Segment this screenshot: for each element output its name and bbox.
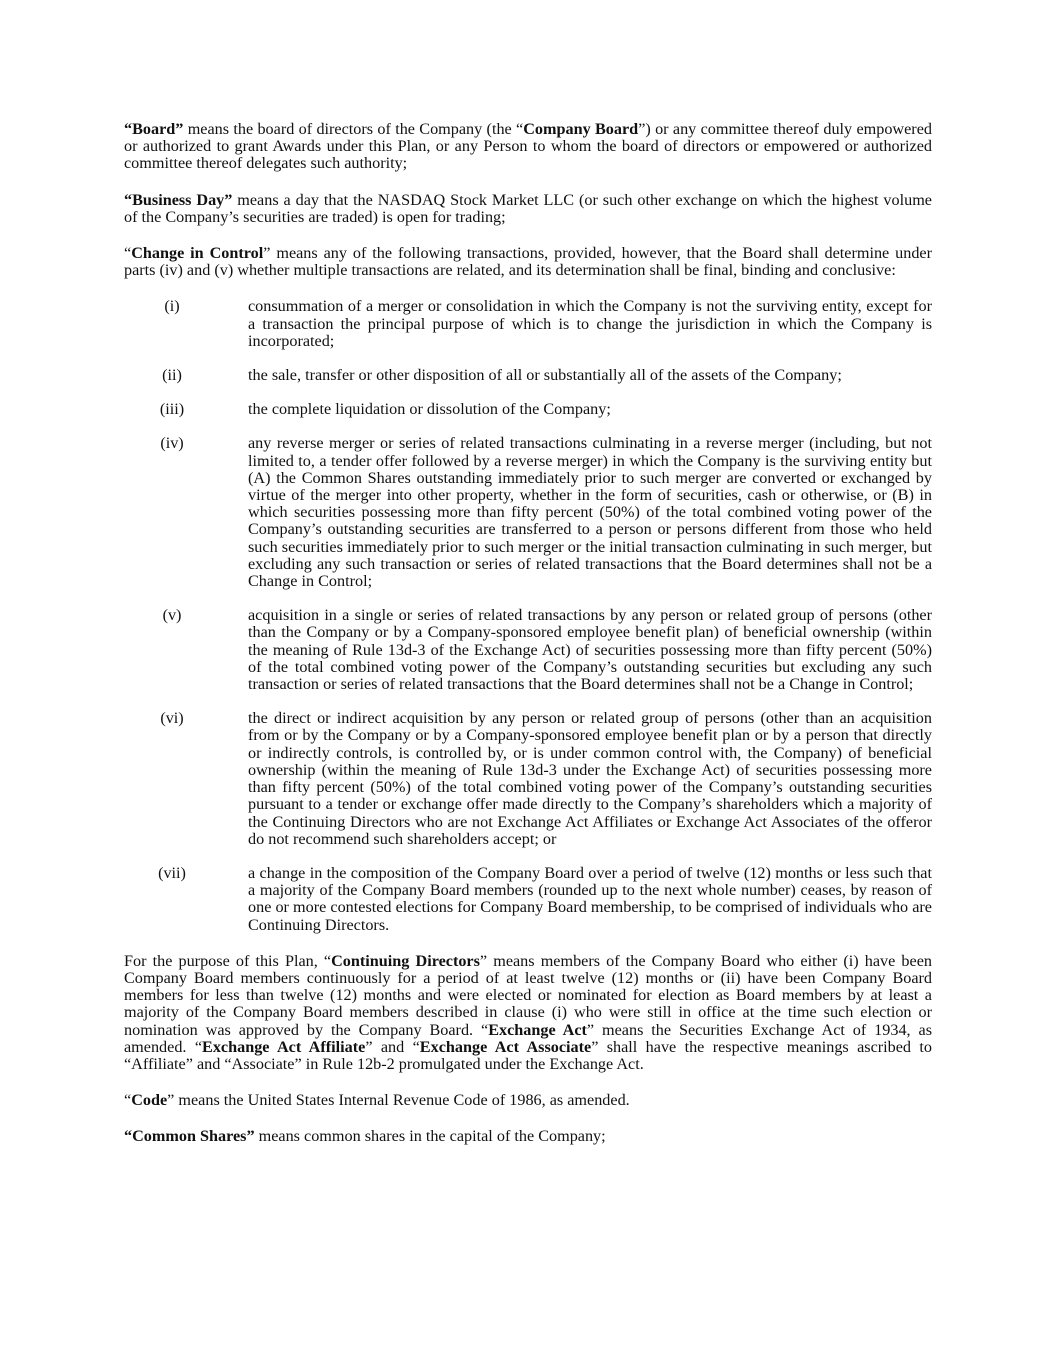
close-quote: ”	[175, 120, 184, 138]
list-item	[124, 367, 932, 384]
list-item-number: (i)	[164, 297, 180, 316]
definition-common-shares	[124, 1128, 932, 1145]
definition-text: ” means the United States Internal Revenue Code of 1986, as amended.	[167, 1091, 630, 1110]
document-page	[124, 121, 932, 1165]
definition-text: means a day that the NASDAQ Stock Market LLC (or such other exchange on which the highest volume of the Company’s securities are traded) is open for trading;	[124, 190, 932, 226]
list-item	[124, 865, 932, 934]
term-board	[124, 120, 183, 138]
term-text: Board	[132, 120, 176, 138]
list-item	[124, 298, 932, 350]
definition-text: means common shares in the capital of the Company;	[254, 1127, 606, 1146]
definition-text: ” means any of the following transactions, provided, however, that the Board shall determine under parts (iv) and (v) whether multiple transactions are related, and its determination shall be final, binding and conclusive:	[124, 244, 932, 280]
list-item-text: acquisition in a single or series of related transactions by any person or related group of persons (other than the Company or by a Company-sponsored employee benefit plan) of beneficial ownership (within the meaning of Rule 13d-3 of the Exchange Act) of securities possessing more than fifty percent (50%) of the total combined voting power of the Company’s outstanding securities but excluding any such transaction or series of related transactions that the Board determines shall not be a Change in Control;	[248, 606, 932, 694]
list-item-text: any reverse merger or series of related transactions culminating in a reverse merger (including, but not limited to, a tender offer followed by a reverse merger) in which the Company is the surviving entity but (A) the Common Shares outstanding immediately prior to such merger are converted or exchanged by virtue of the merger into other property, whether in the form of securities, cash or otherwise, or (B) in which securities possessing more than fifty percent (50%) of the total combined voting power of the Company’s outstanding securities are transferred to a person or persons different from those who held such securities immediately prior to such merger or the initial transaction culminating in such merger, but excluding any such transaction or series of related transactions that the Board determines shall not be a Change in Control;	[248, 434, 932, 591]
definition-code	[124, 1092, 932, 1109]
list-item-number: (iii)	[159, 400, 185, 419]
list-item-number: (vi)	[160, 709, 184, 728]
list-item	[124, 710, 932, 848]
definition-change-in-control	[124, 245, 932, 279]
definition-board	[124, 121, 932, 173]
term-exchange-act: Exchange Act	[488, 1020, 587, 1039]
list-item-text: consummation of a merger or consolidation in which the Company is not the surviving entity, except for a transaction the principal purpose of which is to change the jurisdiction in which the Company is incorporated;	[248, 297, 932, 350]
open-quote: “	[124, 1091, 132, 1110]
term-continuing-directors: Continuing Directors	[331, 951, 480, 970]
definition-text: ” means members of the Company Board who either (i) have been Company Board members continuously for a period of at least twelve (12) months or (ii) have been Company Board members for less than twelve (12) months and were elected or nominated for election as Board members by at least a majority of the Company Board members described in clause (i) who were still in office at the time such election or nomination was approved by the Company Board. “	[124, 951, 932, 1039]
list-item-text: a change in the composition of the Company Board over a period of twelve (12) months or less such that a majority of the Company Board members (rounded up to the next whole number) ceases, by reason of one or more contested elections for Company Board membership, to be comprised of individuals who are Continuing Directors.	[248, 863, 932, 934]
term-exchange-act-associate: Exchange Act Associate	[419, 1037, 592, 1056]
list-item-text: the complete liquidation or dissolution of the Company;	[248, 400, 611, 419]
list-item	[124, 401, 932, 418]
term-business-day: “Business Day”	[124, 190, 233, 209]
term-change-in-control: Change in Control	[131, 244, 264, 263]
definition-text: For the purpose of this Plan, “	[124, 951, 332, 970]
list-item-number: (v)	[162, 606, 182, 625]
definition-text: ” means the Securities Exchange Act of 1934, as amended. “	[124, 1020, 932, 1056]
list-item-number: (iv)	[160, 434, 184, 453]
open-quote: “	[124, 244, 132, 263]
list-item-number: (ii)	[162, 366, 182, 385]
definition-business-day	[124, 192, 932, 226]
change-in-control-list	[124, 298, 932, 933]
definition-text: means the board of directors of the Company (the “	[183, 120, 524, 138]
list-item-text: the sale, transfer or other disposition of all or substantially all of the assets of the Company;	[248, 366, 842, 385]
term-common-shares: “Common Shares”	[124, 1127, 255, 1146]
list-item	[124, 435, 932, 590]
list-item	[124, 607, 932, 693]
definition-text: ”) or any committee thereof duly empowered or authorized to grant Awards under this Plan, or any Person to whom the board of directors or empowered or authorized committee thereof delegates such authority;	[124, 120, 932, 173]
list-item-number: (vii)	[158, 863, 186, 882]
term-company-board: Company Board	[523, 120, 639, 138]
definition-continuing-directors	[124, 953, 932, 1073]
term-code: Code	[131, 1091, 168, 1110]
definition-text: ” shall have the respective meanings ascribed to “Affiliate” and “Associate” in Rule 12b-2 promulgated under the Exchange Act.	[124, 1037, 932, 1073]
term-exchange-act-affiliate: Exchange Act Affiliate	[202, 1037, 366, 1056]
definition-text: ” and “	[365, 1037, 420, 1056]
list-item-text: the direct or indirect acquisition by any person or related group of persons (other than an acquisition from or by the Company or by a Company-sponsored employee benefit plan or by a person that directly or indirectly controls, is controlled by, or is under common control with, the Company) of beneficial ownership (within the meaning of Rule 13d-3 under the Exchange Act) of securities possessing more than fifty percent (50%) of the total combined voting power of the Company’s outstanding securities pursuant to a tender or exchange offer made directly to the Company’s shareholders which a majority of the Continuing Directors who are not Exchange Act Affiliates or Exchange Act Associates of the offeror do not recommend such shareholders accept; or	[248, 709, 932, 848]
open-quote: “	[124, 120, 133, 138]
